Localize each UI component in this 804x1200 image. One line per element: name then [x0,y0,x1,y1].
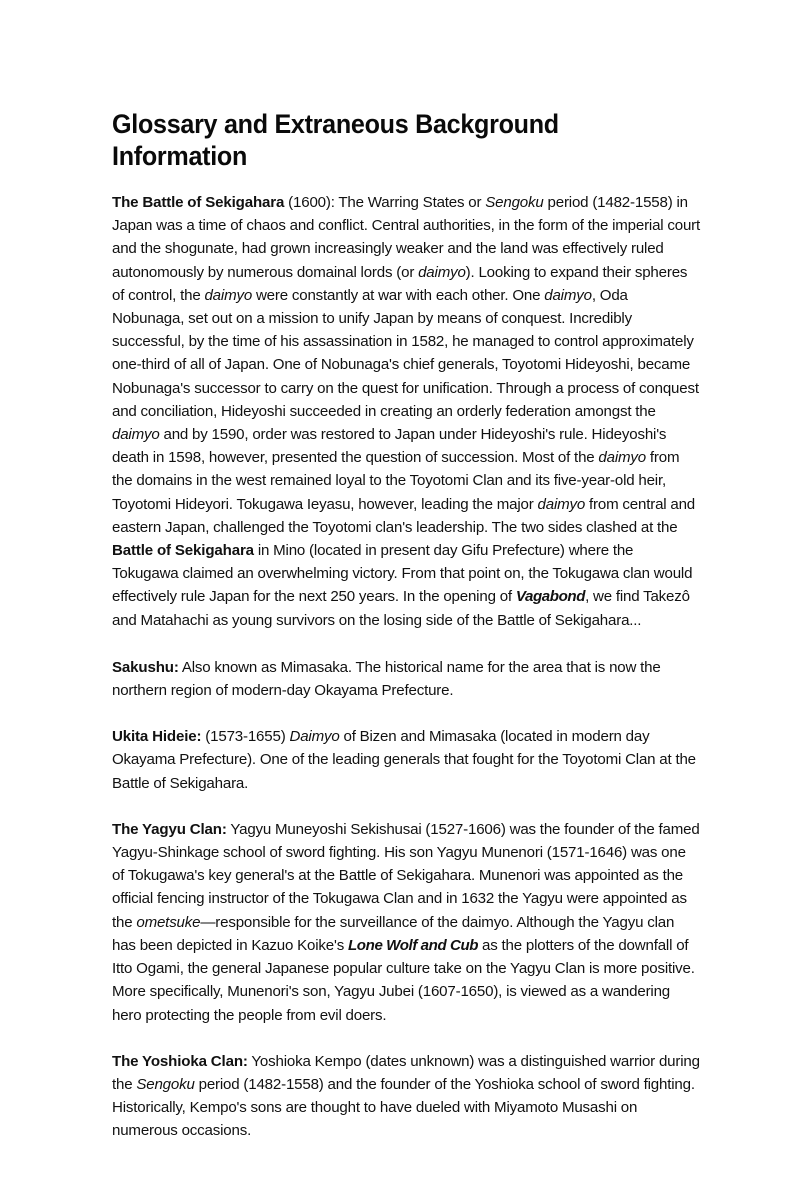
entry-text-italic: ometsuke [136,913,201,931]
entry-text: (1573-1655) [201,728,290,746]
entry-text-bold-italic: Vagabond [515,588,586,606]
glossary-entries [112,191,701,1143]
entry-text: were constantly at war with each other. One [252,286,545,304]
entry-text: Also known as Mimasaka. The historical name for the area that is now the northern region of modern-day Okayama Prefecture. [112,658,661,700]
entry-text: , Oda Nobunaga, set out on a mission to unify Japan by means of conquest. Incredibly successful, by the time of his assassination in 1582, he managed to control approximately one-third of all of Japan. One of Nobunaga's chief generals, Toyotomi Hideyoshi, became Nobunaga's successor to carry on the quest for unification. Through a process of conquest and conciliation, Hideyoshi succeeded in creating an orderly federation amongst the [112,286,699,420]
entry-text-italic: daimyo [418,263,466,281]
entry-text: —responsible for the surveillance of the daimyo. Although the Yagyu clan has been depicted in Kazuo Koike's [112,913,675,954]
entry-text: Yoshioka Kempo (dates unknown) was a distinguished warrior during the [112,1052,700,1093]
entry-term: The Yoshioka Clan: [112,1052,248,1070]
entry-term: Sakushu: [112,658,179,676]
entry-text-italic: daimyo [204,286,253,304]
entry-term: Ukita Hideie: [112,728,202,746]
entry-text: ). Looking to expand their spheres of control, the [112,263,688,304]
glossary-entry-ukita-hideie [112,725,701,795]
entry-text-italic: Sengoku [485,194,544,211]
document-content [112,108,701,1143]
entry-text: , we find Takezô and Matahachi as young survivors on the losing side of the Battle of Sekigahara... [112,588,690,629]
glossary-entry-yagyu-clan [112,818,701,1027]
entry-text: in Mino (located in present day Gifu Prefecture) where the Tokugawa claimed an overwhelming victory. From that point on, the Tokugawa clan would effectively rule Japan for the next 250 years. In the opening of [112,542,693,606]
page-title-line-1: Glossary and Extraneous Background [112,109,559,139]
entry-text: period (1482-1558) and the founder of the Yoshioka school of sword fighting. Historically, Kempo's sons are thought to have dueled with Miyamoto Musashi on numerous occasions. [112,1075,695,1140]
glossary-entry-sakushu [112,656,701,702]
entry-text-bold-italic: Lone Wolf and Cub [347,936,479,954]
entry-text: (1600): The Warring States or [284,194,486,211]
entry-text-italic: Daimyo [289,728,340,746]
entry-text: as the plotters of the downfall of Itto Ogami, the general Japanese popular culture take on the Yagyu Clan is more positive. More specifically, Munenori's son, Yagyu Jubei (1607-1650), is viewed as a wandering hero protecting the people from evil doers. [112,936,695,1024]
glossary-entry-yoshioka-clan [112,1050,701,1143]
entry-text-italic: daimyo [537,495,586,513]
entry-text: from the domains in the west remained loyal to the Toyotomi Clan and its five-year-old heir, Toyotomi Hideyori. Tokugawa Ieyasu, however, leading the major [112,449,680,513]
entry-term: The Battle of Sekigahara [112,194,285,211]
entry-text: of Bizen and Mimasaka (located in modern day Okayama Prefecture). One of the leading generals that fought for the Toyotomi Clan at the Battle of Sekigahara. [112,728,696,792]
page-title-line-2: Information [112,141,248,171]
entry-text-italic: daimyo [544,286,592,304]
page-title [112,108,702,172]
entry-text: from central and eastern Japan, challenged the Toyotomi clan's leadership. The two sides clashed at the [112,495,696,536]
entry-term: The Yagyu Clan: [112,820,227,838]
entry-text-italic: daimyo [598,449,646,467]
glossary-entry-battle-of-sekigahara [112,191,701,632]
entry-text: and by 1590, order was restored to Japan under Hideyoshi's rule. Hideyoshi's death in 1598, however, presented the question of succession. Most of the [112,426,667,467]
entry-text-italic: Sengoku [136,1075,195,1093]
entry-text-bold: Battle of Sekigahara [112,542,254,560]
entry-text-italic: daimyo [112,426,160,444]
entry-text: Yagyu Muneyoshi Sekishusai (1527-1606) was the founder of the famed Yagyu-Shinkage school of sword fighting. His son Yagyu Munenori (1571-1646) was one of Tokugawa's key general's at the Battle of Sekigahara. Munenori was appointed as the official fencing instructor of the Tokugawa Clan and in 1632 the Yagyu were appointed as the [112,820,700,931]
entry-text: period (1482-1558) in Japan was a time of chaos and conflict. Central authorities, in the form of the imperial court and the shogunate, had grown increasingly weaker and the land was effectively ruled autonomously by numerous domainal lords (or [112,194,701,281]
